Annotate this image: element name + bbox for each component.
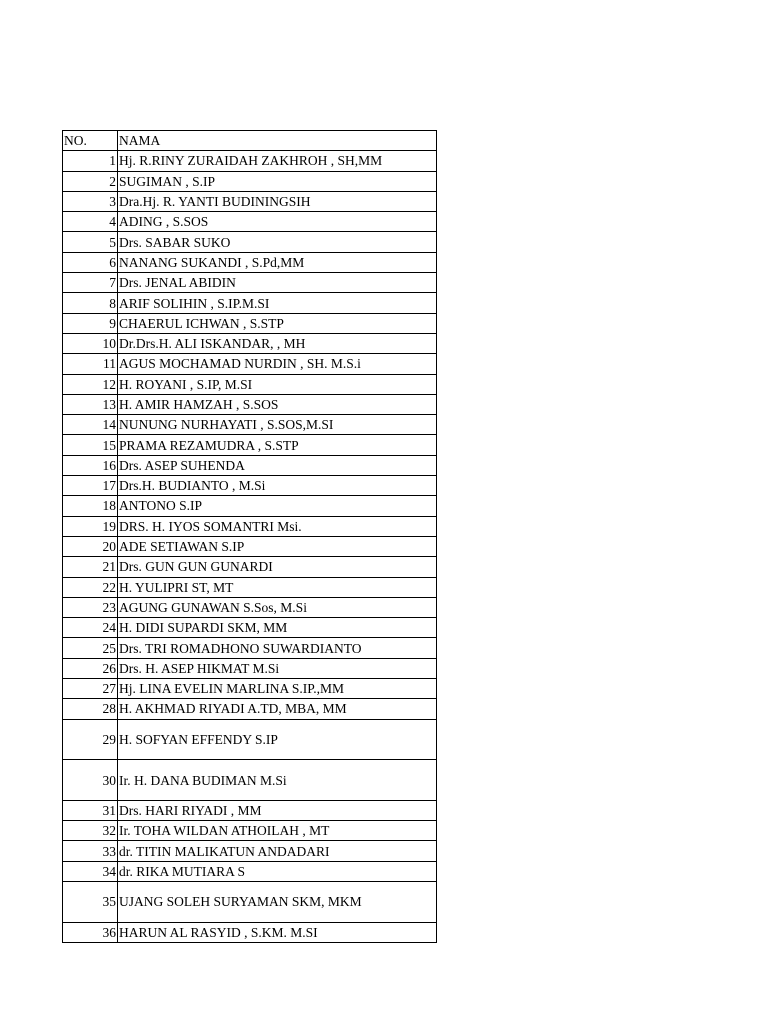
row-name: Drs. HARI RIYADI , MM: [118, 800, 437, 820]
table-row: [63, 374, 437, 394]
row-number: 36: [63, 922, 118, 942]
table-row: [63, 618, 437, 638]
row-number: 1: [63, 151, 118, 171]
table-row: [63, 252, 437, 272]
row-name: Drs.H. BUDIANTO , M.Si: [118, 476, 437, 496]
row-number: 6: [63, 252, 118, 272]
table-row: [63, 293, 437, 313]
row-name: Drs. JENAL ABIDIN: [118, 273, 437, 293]
table-row: [63, 679, 437, 699]
row-name: H. YULIPRI ST, MT: [118, 577, 437, 597]
row-name: H. SOFYAN EFFENDY S.IP: [118, 719, 437, 760]
row-number: 29: [63, 719, 118, 760]
row-name: ADING , S.SOS: [118, 212, 437, 232]
table-row: [63, 821, 437, 841]
table-row: [63, 394, 437, 414]
row-name: H. AMIR HAMZAH , S.SOS: [118, 394, 437, 414]
row-name: SUGIMAN , S.IP: [118, 171, 437, 191]
row-number: 5: [63, 232, 118, 252]
row-name: AGUS MOCHAMAD NURDIN , SH. M.S.i: [118, 354, 437, 374]
row-name: ARIF SOLIHIN , S.IP.M.SI: [118, 293, 437, 313]
table-row: [63, 577, 437, 597]
row-name: H. DIDI SUPARDI SKM, MM: [118, 618, 437, 638]
row-name: Ir. H. DANA BUDIMAN M.Si: [118, 760, 437, 801]
table-row: [63, 699, 437, 719]
table-row: [63, 719, 437, 760]
row-number: 15: [63, 435, 118, 455]
names-table-body: [63, 131, 437, 943]
row-number: 2: [63, 171, 118, 191]
row-number: 4: [63, 212, 118, 232]
table-row: [63, 354, 437, 374]
row-number: 22: [63, 577, 118, 597]
row-number: 28: [63, 699, 118, 719]
names-table: [62, 130, 437, 943]
row-number: 11: [63, 354, 118, 374]
table-header-row: [63, 131, 437, 151]
table-row: [63, 881, 437, 922]
header-no: NO.: [63, 131, 118, 151]
row-name: HARUN AL RASYID , S.KM. M.SI: [118, 922, 437, 942]
row-number: 33: [63, 841, 118, 861]
table-row: [63, 476, 437, 496]
table-row: [63, 333, 437, 353]
row-number: 7: [63, 273, 118, 293]
row-name: PRAMA REZAMUDRA , S.STP: [118, 435, 437, 455]
table-row: [63, 800, 437, 820]
header-nama: NAMA: [118, 131, 437, 151]
table-row: [63, 861, 437, 881]
row-name: DRS. H. IYOS SOMANTRI Msi.: [118, 516, 437, 536]
table-row: [63, 841, 437, 861]
row-name: Drs. SABAR SUKO: [118, 232, 437, 252]
row-number: 32: [63, 821, 118, 841]
table-row: [63, 922, 437, 942]
row-number: 23: [63, 597, 118, 617]
table-row: [63, 415, 437, 435]
row-name: ADE SETIAWAN S.IP: [118, 536, 437, 556]
row-number: 21: [63, 557, 118, 577]
row-number: 24: [63, 618, 118, 638]
row-number: 27: [63, 679, 118, 699]
row-name: dr. RIKA MUTIARA S: [118, 861, 437, 881]
row-number: 12: [63, 374, 118, 394]
table-row: [63, 658, 437, 678]
row-number: 10: [63, 333, 118, 353]
row-number: 14: [63, 415, 118, 435]
row-number: 9: [63, 313, 118, 333]
row-name: Hj. LINA EVELIN MARLINA S.IP.,MM: [118, 679, 437, 699]
table-row: [63, 232, 437, 252]
row-name: Dra.Hj. R. YANTI BUDININGSIH: [118, 191, 437, 211]
table-row: [63, 597, 437, 617]
row-name: H. ROYANI , S.IP, M.SI: [118, 374, 437, 394]
row-number: 13: [63, 394, 118, 414]
row-name: Dr.Drs.H. ALI ISKANDAR, , MH: [118, 333, 437, 353]
row-name: Ir. TOHA WILDAN ATHOILAH , MT: [118, 821, 437, 841]
row-number: 25: [63, 638, 118, 658]
table-row: [63, 496, 437, 516]
row-number: 3: [63, 191, 118, 211]
row-name: UJANG SOLEH SURYAMAN SKM, MKM: [118, 881, 437, 922]
row-name: NANANG SUKANDI , S.Pd,MM: [118, 252, 437, 272]
row-number: 35: [63, 881, 118, 922]
row-number: 30: [63, 760, 118, 801]
row-name: ANTONO S.IP: [118, 496, 437, 516]
row-number: 31: [63, 800, 118, 820]
row-name: Drs. GUN GUN GUNARDI: [118, 557, 437, 577]
table-row: [63, 151, 437, 171]
table-row: [63, 638, 437, 658]
table-row: [63, 171, 437, 191]
table-row: [63, 212, 437, 232]
table-row: [63, 536, 437, 556]
table-row: [63, 455, 437, 475]
row-number: 19: [63, 516, 118, 536]
row-number: 17: [63, 476, 118, 496]
table-row: [63, 435, 437, 455]
row-name: AGUNG GUNAWAN S.Sos, M.Si: [118, 597, 437, 617]
row-name: CHAERUL ICHWAN , S.STP: [118, 313, 437, 333]
row-name: NUNUNG NURHAYATI , S.SOS,M.SI: [118, 415, 437, 435]
row-name: Drs. TRI ROMADHONO SUWARDIANTO: [118, 638, 437, 658]
row-number: 34: [63, 861, 118, 881]
table-row: [63, 273, 437, 293]
row-name: Drs. H. ASEP HIKMAT M.Si: [118, 658, 437, 678]
table-row: [63, 191, 437, 211]
row-name: H. AKHMAD RIYADI A.TD, MBA, MM: [118, 699, 437, 719]
row-name: dr. TITIN MALIKATUN ANDADARI: [118, 841, 437, 861]
row-name: Hj. R.RINY ZURAIDAH ZAKHROH , SH,MM: [118, 151, 437, 171]
row-number: 16: [63, 455, 118, 475]
row-name: Drs. ASEP SUHENDA: [118, 455, 437, 475]
row-number: 8: [63, 293, 118, 313]
table-row: [63, 313, 437, 333]
row-number: 18: [63, 496, 118, 516]
row-number: 26: [63, 658, 118, 678]
table-row: [63, 557, 437, 577]
table-row: [63, 760, 437, 801]
row-number: 20: [63, 536, 118, 556]
table-row: [63, 516, 437, 536]
